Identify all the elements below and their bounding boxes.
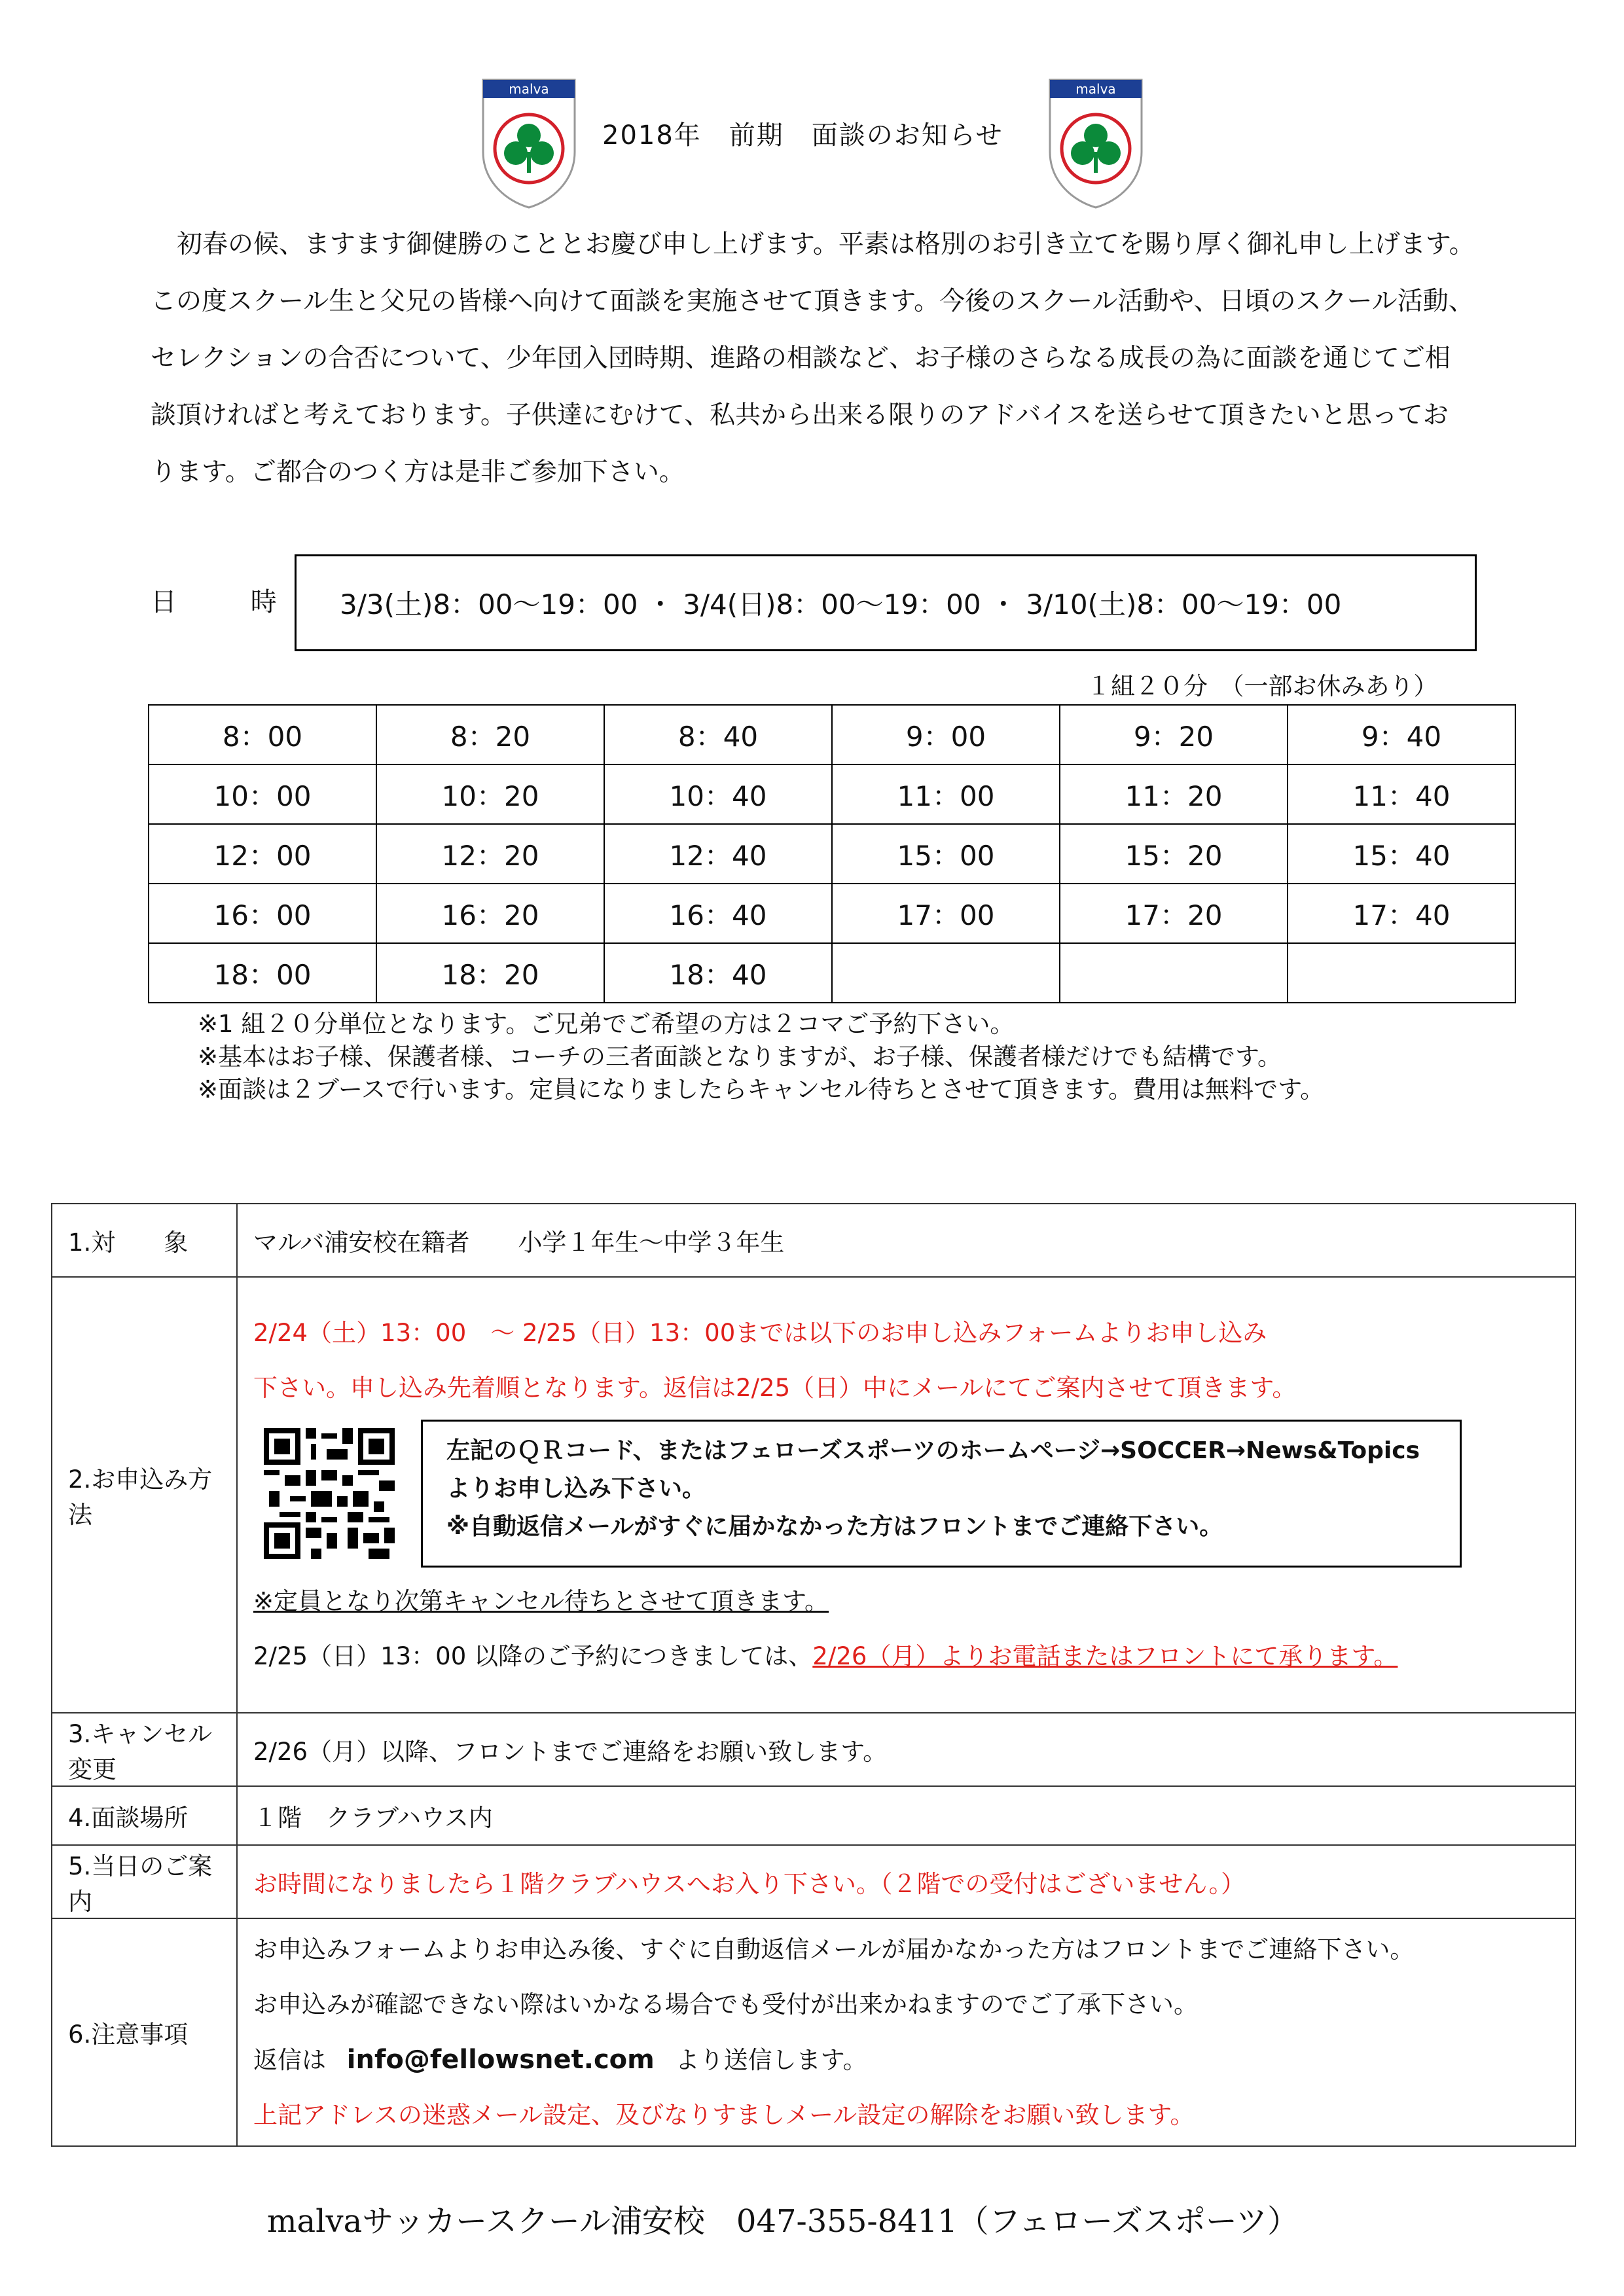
place-value: １階 クラブハウス内 <box>237 1786 1576 1845</box>
time-slot <box>1060 943 1288 1003</box>
row-label: 6.注意事項 <box>52 1918 237 2146</box>
time-slot: 10：40 <box>604 764 832 824</box>
date-label <box>151 581 277 619</box>
waitlist-note: ※定員となり次第キャンセル待ちとさせて頂きます。 <box>253 1587 829 1615</box>
intro-line: 談頂ければと考えております。子供達にむけて、私共から出来る限りのアドバイスを送らせて頂きたいと思ってお <box>151 401 1449 430</box>
time-slot: 11：00 <box>832 764 1060 824</box>
time-slot: 15：20 <box>1060 824 1288 884</box>
time-slot: 9：00 <box>832 705 1060 764</box>
time-slot: 18：40 <box>604 943 832 1003</box>
intro-line: この度スクール生と父兄の皆様へ向けて面談を実施させて頂きます。今後のスクール活動や、日頃のスクール活動、 <box>151 287 1474 316</box>
malva-logo-left <box>477 73 581 211</box>
note-line: ※1 組２０分単位となります。ご兄弟でご希望の方は２コマご予約下さい。 <box>198 1010 1015 1038</box>
schedule-notes <box>198 1008 1324 1106</box>
malva-logo-right <box>1043 73 1148 211</box>
time-slot: 17：20 <box>1060 884 1288 943</box>
row-label: 2.お申込み方法 <box>52 1277 237 1713</box>
qr-row <box>253 1420 1574 1568</box>
table-row <box>52 1786 1576 1845</box>
day-value: お時間になりましたら１階クラブハウスへお入り下さい。（２階での受付はございません。） <box>237 1845 1576 1918</box>
date-label-b: 時 <box>250 587 277 617</box>
time-slot: 17：40 <box>1288 884 1515 943</box>
cancel-value: 2/26（月）以降、フロントまでご連絡をお願い致します。 <box>237 1713 1576 1786</box>
date-label-a: 日 <box>151 587 177 617</box>
row-label: 3.キャンセル変更 <box>52 1713 237 1786</box>
caution-line: お申込みフォームよりお申込み後、すぐに自動返信メールが届かなかった方はフロントまでご連絡下さい。 <box>253 1935 1415 1964</box>
after-deadline-red: 2/26（月）よりお電話またはフロントにて承ります。 <box>812 1642 1398 1670</box>
intro-line: 初春の候、ますます御健勝のこととお慶び申し上げます。平素は格別のお引き立てを賜り厚く御礼申し上げます。 <box>177 230 1475 259</box>
reply-suffix: より送信します。 <box>675 2045 867 2074</box>
qr-instructions-box <box>421 1420 1462 1568</box>
table-row <box>52 1204 1576 1277</box>
target-value: マルバ浦安校在籍者 小学１年生～中学３年生 <box>237 1204 1576 1277</box>
time-slot <box>832 943 1060 1003</box>
time-slot: 18：00 <box>149 943 376 1003</box>
qr-line: 左記のＱＲコード、またはフェローズスポーツのホームページ→SOCCER→News&Topics <box>446 1437 1420 1464</box>
note-line: ※基本はお子様、保護者様、コーチの三者面談となりますが、お子様、保護者様だけでも結構です。 <box>198 1043 1282 1071</box>
table-row <box>149 824 1515 884</box>
caution-line: お申込みが確認できない際はいかなる場合でも受付が出来かねますのでご了承下さい。 <box>253 1990 1198 2018</box>
row-label: 4.面談場所 <box>52 1786 237 1845</box>
time-slot: 12：00 <box>149 824 376 884</box>
time-slot: 8：00 <box>149 705 376 764</box>
after-deadline-note <box>253 1629 1574 1684</box>
time-slot: 9：20 <box>1060 705 1288 764</box>
table-row <box>149 884 1515 943</box>
apply-period: 2/24（土）13：00 ～ 2/25（日）13：00までは以下のお申し込みフォームよりお申し込み <box>253 1319 1267 1347</box>
table-row <box>52 1918 1576 2146</box>
apply-details <box>237 1277 1576 1713</box>
time-slot: 15：40 <box>1288 824 1515 884</box>
apply-period-cont: 下さい。申し込み先着順となります。返信は2/25（日）中にメールにてご案内させて頂きます。 <box>253 1374 1297 1402</box>
time-slot: 8：20 <box>376 705 604 764</box>
row-label: 1.対 象 <box>52 1204 237 1277</box>
table-row <box>52 1713 1576 1786</box>
reply-prefix: 返信は <box>253 2045 326 2074</box>
reply-email[interactable]: info@fellowsnet.com <box>346 2044 655 2075</box>
table-row <box>52 1277 1576 1713</box>
footer-contact: malvaサッカースクール浦安校 047-355-8411（フェローズスポーツ） <box>267 2203 1299 2240</box>
table-row <box>149 705 1515 764</box>
table-row <box>149 943 1515 1003</box>
table-row <box>149 764 1515 824</box>
after-deadline-prefix: 2/25（日）13：00 以降のご予約につきましては、 <box>253 1642 813 1670</box>
qr-line: ※自動返信メールがすぐに届かなかった方はフロントまでご連絡下さい。 <box>446 1513 1223 1540</box>
time-slot: 16：20 <box>376 884 604 943</box>
time-slot-table <box>148 704 1516 1003</box>
date-box: 3/3(土)8：00～19：00 ・ 3/4(日)8：00～19：00 ・ 3/10(土)8：00～19：00 <box>295 554 1477 651</box>
time-slot: 16：40 <box>604 884 832 943</box>
row-label: 5.当日のご案内 <box>52 1845 237 1918</box>
info-table <box>51 1203 1576 2147</box>
time-slot: 9：40 <box>1288 705 1515 764</box>
note-line: ※面談は２ブースで行います。定員になりましたらキャンセル待ちとさせて頂きます。費用は無料です。 <box>198 1075 1325 1103</box>
time-slot: 10：00 <box>149 764 376 824</box>
intro-paragraph <box>151 216 1486 501</box>
time-slot: 17：00 <box>832 884 1060 943</box>
time-slot: 18：20 <box>376 943 604 1003</box>
table-row <box>52 1845 1576 1918</box>
caution-details <box>237 1918 1576 2146</box>
intro-line: セレクションの合否について、少年団入団時期、進路の相談など、お子様のさらなる成長の為に面談を通じてご相 <box>151 344 1451 373</box>
page-title: 2018年 前期 面談のお知らせ <box>602 120 1003 151</box>
time-slot: 10：20 <box>376 764 604 824</box>
qr-code-icon[interactable] <box>264 1428 395 1559</box>
logo-text: malva <box>1075 81 1116 97</box>
time-slot: 12：40 <box>604 824 832 884</box>
intro-line: ります。ご都合のつく方は是非ご参加下さい。 <box>151 457 685 487</box>
qr-line: よりお申し込み下さい。 <box>446 1475 706 1502</box>
time-slot <box>1288 943 1515 1003</box>
time-slot: 8：40 <box>604 705 832 764</box>
time-slot: 11：20 <box>1060 764 1288 824</box>
logo-text: malva <box>509 81 549 97</box>
time-slot: 15：00 <box>832 824 1060 884</box>
time-slot: 12：20 <box>376 824 604 884</box>
caution-line: 上記アドレスの迷惑メール設定、及びなりすましメール設定の解除をお願い致します。 <box>253 2100 1195 2129</box>
slot-note: １組２０分 （一部お休みあり） <box>1087 672 1438 700</box>
reply-line <box>253 2032 1574 2088</box>
time-slot: 11：40 <box>1288 764 1515 824</box>
time-slot: 16：00 <box>149 884 376 943</box>
